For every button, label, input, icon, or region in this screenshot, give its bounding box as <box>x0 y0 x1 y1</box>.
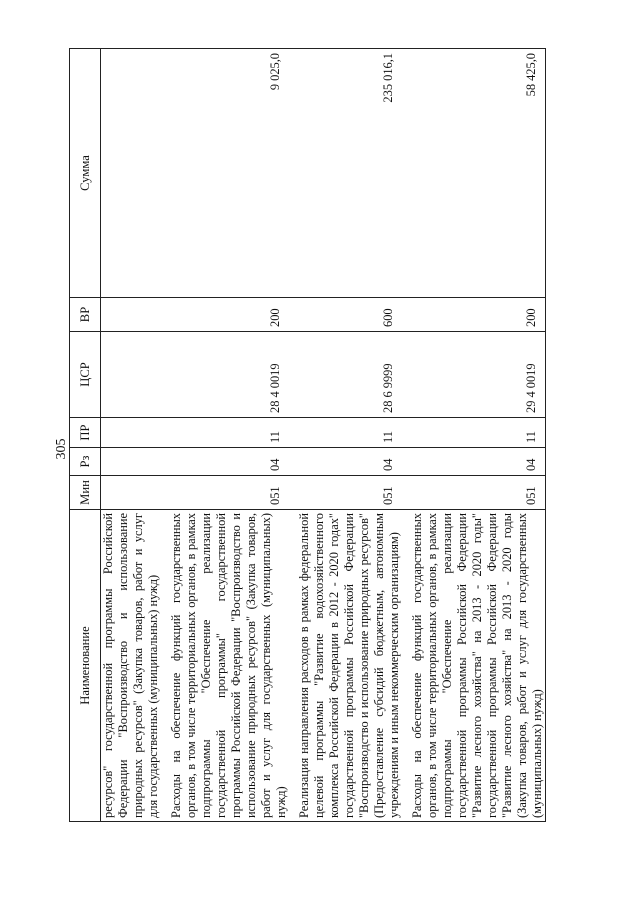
row-min: 051 <box>169 476 289 510</box>
header-sum: Сумма <box>70 49 101 298</box>
header-vr: ВР <box>70 298 101 332</box>
row-pr: 11 <box>297 418 402 448</box>
page-number: 305 <box>54 438 69 460</box>
row-name: Расходы на обеспечение функций государственных органов, в том числе территориальных органов, в рамках подпрограммы "Обеспечение реализации государственной программы" государственной программы Российской Федерации "Воспроизводство и использование природных ресурсов" (Закупка товаров, работ и услуг для государственных (муниципальных) нужд) <box>169 510 289 822</box>
row-name: Расходы на обеспечение функций государственных органов, в том числе территориальных органов, в рамках подпрограммы "Обеспечение реализации государственной программы Российской Федерации "Развитие лесного хозяйства" на 2013 - 2020 годы" государственной программы Российской Федерации "Развитие лесного хозяйства" на 2013 - 2020 годы (Закупка товаров, работ и услуг для государственных (муниципальных) нужд) <box>410 510 546 822</box>
table-row <box>297 49 402 822</box>
header-min: Мин <box>70 476 101 510</box>
row-vr: 200 <box>410 298 546 332</box>
row-rz: 04 <box>410 448 546 476</box>
row-csr: 28 6 9999 <box>297 332 402 418</box>
row-csr: 29 4 0019 <box>410 332 546 418</box>
row-pr <box>101 418 162 448</box>
row-sum: 9 025,0 <box>169 49 289 298</box>
header-pr: ПР <box>70 418 101 448</box>
row-sum: 58 425,0 <box>410 49 546 298</box>
budget-table <box>69 48 546 822</box>
row-name: ресурсов" государственной программы Российской Федерации "Воспроизводство и использование природных ресурсов" (Закупка товаров, работ и услуг для государственных (муниципальных) нужд) <box>101 510 162 822</box>
row-sum: 235 016,1 <box>297 49 402 298</box>
row-pr: 11 <box>169 418 289 448</box>
row-sum <box>101 49 162 298</box>
row-vr <box>101 298 162 332</box>
row-rz: 04 <box>297 448 402 476</box>
row-name: Реализация направления расходов в рамках федеральной целевой программы "Развитие водохозяйственного комплекса Российской Федерации в 2012 - 2020 годах" государственной программы Российской Федерации "Воспроизводство и использование природных ресурсов" (Предоставление субсидий бюджетным, автономным учреждениям и иным некоммерческим организациям) <box>297 510 402 822</box>
header-name: Наименование <box>70 510 101 822</box>
header-rz: Рз <box>70 448 101 476</box>
table-row <box>169 49 289 822</box>
row-min <box>101 476 162 510</box>
row-csr: 28 4 0019 <box>169 332 289 418</box>
rotated-page <box>69 49 544 822</box>
table-header <box>70 49 101 822</box>
row-min: 051 <box>410 476 546 510</box>
header-csr: ЦСР <box>70 332 101 418</box>
row-rz: 04 <box>169 448 289 476</box>
row-csr <box>101 332 162 418</box>
row-rz <box>101 448 162 476</box>
table-row <box>101 49 162 822</box>
table-row <box>410 49 546 822</box>
row-pr: 11 <box>410 418 546 448</box>
row-vr: 600 <box>297 298 402 332</box>
row-vr: 200 <box>169 298 289 332</box>
row-min: 051 <box>297 476 402 510</box>
